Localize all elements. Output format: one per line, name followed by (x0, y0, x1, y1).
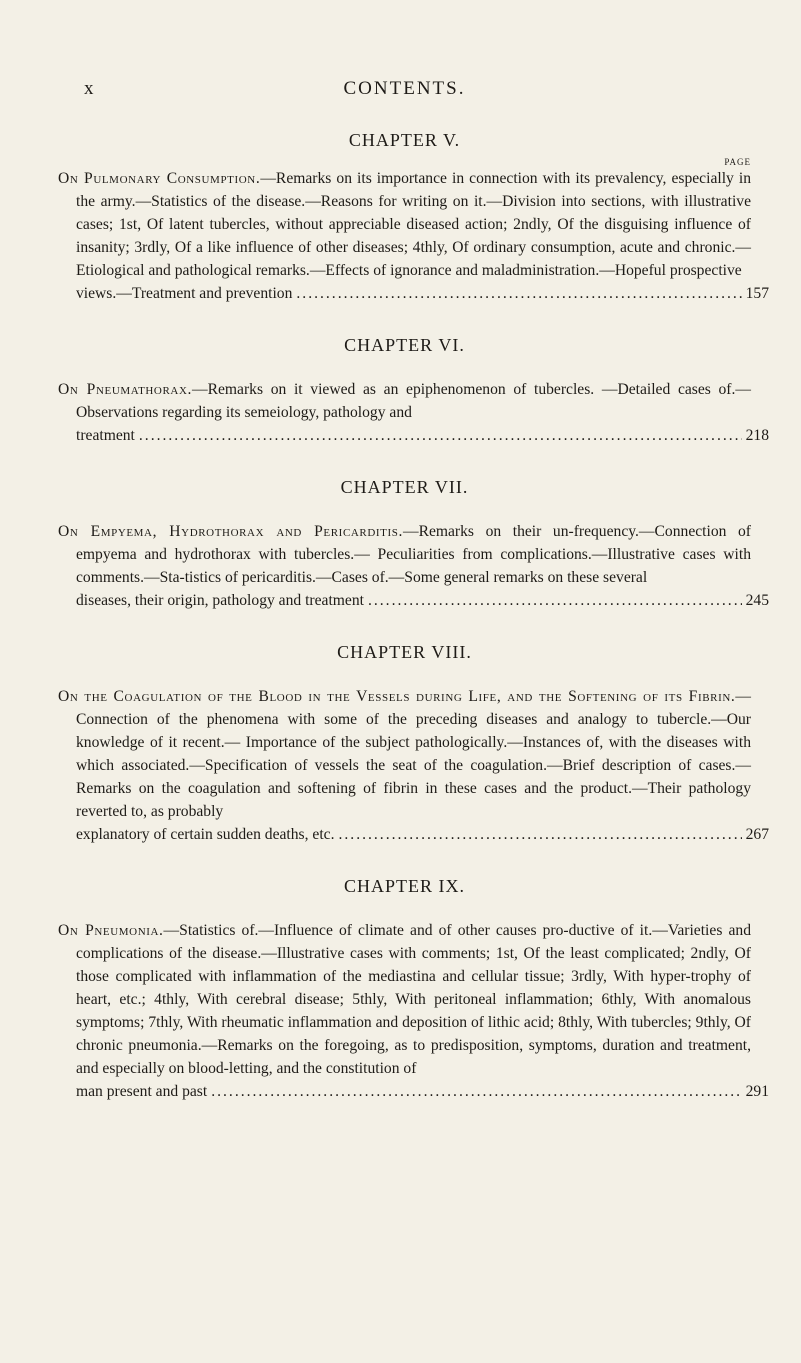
chapter-summary-text: —Remarks on their un-frequency.—Connection of empyema and hydrothorax with tubercles.— Peculiarities from complications.—Illustrative cases with comments.—Sta-tistics of pericarditis.—Cases of.—Some general remarks on these several (76, 523, 751, 586)
chapter-subject: On the Coagulation of the Blood in the Vessels during Life, and the Softening of its Fibrin. (58, 688, 736, 705)
chapter-heading: CHAPTER VIII. (337, 642, 472, 662)
dot-leader (296, 282, 741, 305)
chapter-heading: CHAPTER V. (348, 130, 461, 150)
chapter-entry (58, 642, 769, 846)
chapter-subject: On Pulmonary Consumption. (58, 170, 261, 187)
dot-leader (139, 424, 742, 447)
chapter-page-number: 267 (745, 826, 769, 843)
chapter-page-number: 245 (745, 592, 769, 609)
chapter-summary-text: —Connection of the phenomena with some of the preceding diseases and analogy to tubercle.—Our knowledge of it recent.— Importance of the subject pathologically.—Instances of, with the diseases with which associated.—Specification of vessels the seat of the coagulation.—Brief description of cases.—Remarks on the coagulation and softening of fibrin in these cases and the product.—Their pathology reverted to, as probably (76, 688, 751, 820)
chapter-heading: CHAPTER VI. (344, 335, 465, 355)
dot-leader (368, 589, 742, 612)
chapter-summary (58, 378, 751, 424)
summary-last-line: explanatory of certain sudden deaths, etc. (76, 826, 335, 843)
chapter-heading: CHAPTER IX. (343, 876, 465, 896)
chapter-summary (58, 919, 751, 1080)
summary-last-line: man present and past (76, 1083, 208, 1100)
toc-leader-line (58, 823, 769, 846)
chapter-summary-text: —Statistics of.—Influence of climate and of other causes pro-ductive of it.—Varieties and complications of the disease.—Illustrative cases with comments; 1st, Of the least complicated; 2ndly, Of those complicated with inflammation of the mediastina and cellular tissue; 3rdly, With hyper-trophy of heart, etc.; 4thly, With cerebral disease; 5thly, With peritoneal inflammation; 6thly, With anomalous symptoms; 7thly, With rheumatic inflammation and deposition of lithic acid; 8thly, With tubercles; 9thly, Of chronic pneumonia.—Remarks on the foregoing, as to predisposition, symptoms, duration and treatment, and especially on blood-letting, and the constitution of (76, 922, 751, 1077)
dot-leader (339, 823, 742, 846)
page-number: x (84, 78, 94, 99)
chapter-entry (58, 477, 769, 612)
chapter-subject: On Pneumathorax. (58, 381, 192, 398)
summary-last-line: views.—Treatment and prevention (76, 285, 293, 302)
summary-last-line: treatment (76, 427, 135, 444)
chapter-summary (58, 520, 751, 589)
toc-leader-line (58, 1080, 769, 1103)
chapter-heading: CHAPTER VII. (340, 477, 469, 497)
toc-leader-line (58, 589, 769, 612)
chapter-page-number: 157 (745, 285, 769, 302)
running-title: CONTENTS. (343, 78, 466, 99)
chapter-summary (58, 685, 751, 823)
chapter-summary-text: —Remarks on it viewed as an epiphenomenon of tubercles. —Detailed cases of.—Observations regarding its semeiology, pathology and (76, 381, 751, 421)
chapter-page-number: 218 (745, 427, 769, 444)
chapter-summary (58, 167, 751, 282)
toc-leader-line (58, 282, 769, 305)
chapter-entry (58, 130, 769, 305)
page-column-label: PAGE (724, 157, 751, 167)
summary-last-line: diseases, their origin, pathology and treatment (76, 592, 364, 609)
chapter-page-number: 291 (745, 1083, 769, 1100)
running-head (58, 78, 751, 108)
chapter-entry (58, 876, 769, 1103)
chapter-summary-text: —Remarks on its importance in connection with its prevalency, especially in the army.—Statistics of the disease.—Reasons for writing on it.—Division into sections, with illustrative cases; 1st, Of latent tubercles, without appreciable diseased action; 2ndly, Of the disguising influence of insanity; 3rdly, Of a like influence of other diseases; 4thly, Of ordinary consumption, acute and chronic.—Etiological and pathological remarks.—Effects of ignorance and maladministration.—Hopeful prospective (76, 170, 751, 279)
chapter-subject: On Empyema, Hydrothorax and Pericarditis. (58, 523, 403, 540)
toc-leader-line (58, 424, 769, 447)
dot-leader (211, 1080, 741, 1103)
chapter-subject: On Pneumonia. (58, 922, 164, 939)
chapter-entry (58, 335, 769, 447)
